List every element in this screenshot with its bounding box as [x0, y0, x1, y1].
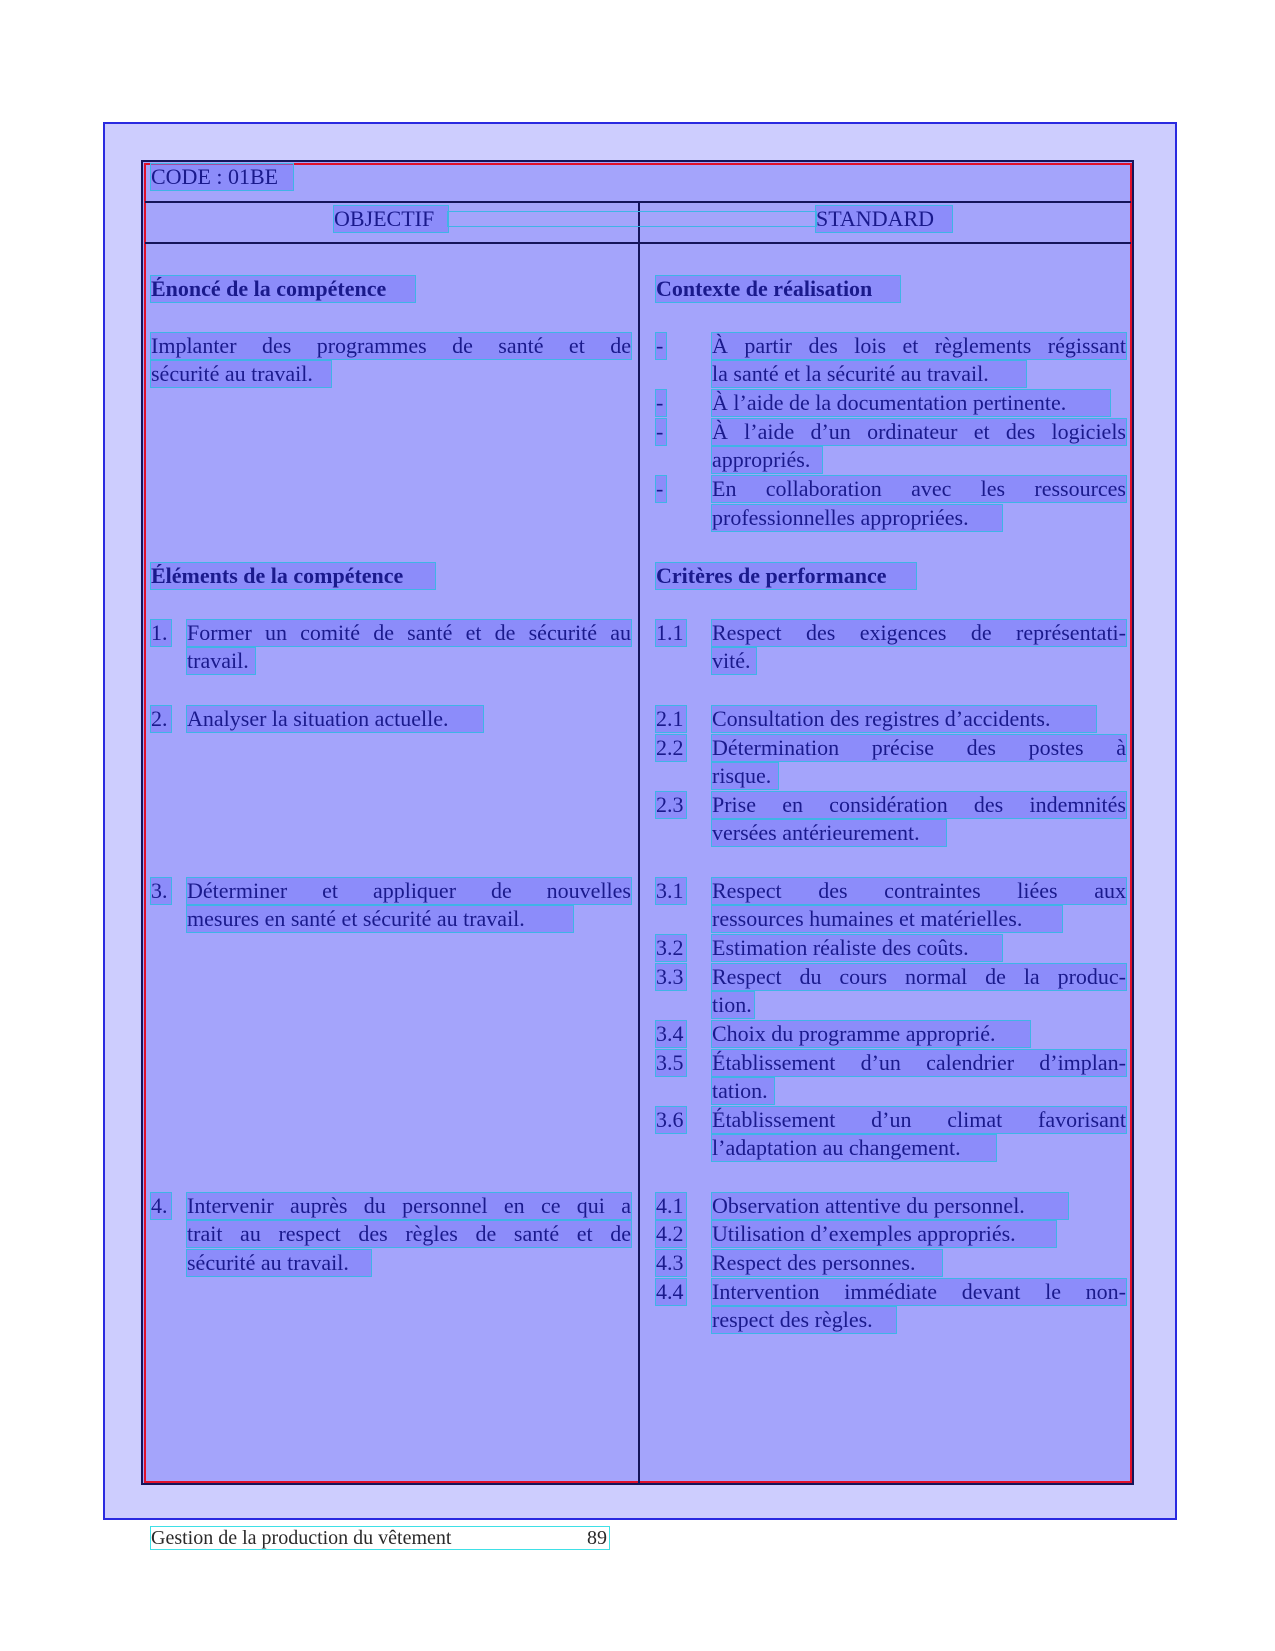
- element-line: Former un comité de santé et de sécurité au: [187, 620, 631, 645]
- critere-line: Prise en considération des indemnités: [712, 792, 1126, 817]
- enonce-line: Implanter des programmes de santé et de: [151, 333, 631, 358]
- bullet: -: [656, 333, 666, 359]
- critere-number: 4.4: [656, 1279, 686, 1305]
- bullet: -: [656, 419, 666, 445]
- element-line: Analyser la situation actuelle.: [187, 706, 483, 732]
- critere-line: Consultation des registres d’accidents.: [712, 706, 1096, 732]
- element-number: 4.: [151, 1193, 171, 1219]
- page-footer: [151, 1527, 609, 1549]
- critere-line: Respect des exigences de représentati-: [712, 620, 1126, 645]
- critere-number: 2.2: [656, 735, 686, 761]
- critere-number: 3.1: [656, 878, 686, 904]
- criteres-heading: Critères de performance: [656, 563, 916, 589]
- contexte-line: À l’aide d’un ordinateur et des logiciels: [712, 419, 1126, 444]
- element-number: 1.: [151, 620, 171, 646]
- critere-line: Choix du programme approprié.: [712, 1021, 1030, 1047]
- contexte-line: À partir des lois et règlements régissant: [712, 333, 1126, 358]
- element-line: Déterminer et appliquer de nouvelles: [187, 878, 631, 903]
- element-line: trait au respect des règles de santé et de: [187, 1221, 631, 1246]
- contexte-line: En collaboration avec les ressources: [712, 476, 1126, 501]
- critere-line: Respect du cours normal de la produc-: [712, 964, 1126, 989]
- bullet: -: [656, 476, 666, 502]
- code-label: CODE : 01BE: [151, 164, 293, 190]
- critere-line: Détermination précise des postes à: [712, 735, 1126, 760]
- critere-line: ressources humaines et matérielles.: [712, 906, 1062, 932]
- critere-number: 1.1: [656, 620, 686, 646]
- bullet: -: [656, 390, 666, 416]
- contexte-line: appropriés.: [712, 447, 822, 473]
- critere-number: 4.2: [656, 1221, 686, 1247]
- element-number: 3.: [151, 878, 171, 904]
- element-line: travail.: [187, 648, 255, 674]
- contexte-heading: Contexte de réalisation: [656, 276, 900, 302]
- critere-number: 3.3: [656, 964, 686, 990]
- contexte-line: professionnelles appropriées.: [712, 505, 1002, 531]
- critere-line: Respect des contraintes liées aux: [712, 878, 1126, 903]
- critere-line: Estimation réaliste des coûts.: [712, 935, 1002, 961]
- element-line: mesures en santé et sécurité au travail.: [187, 906, 573, 932]
- page-number: 89: [587, 1527, 607, 1549]
- contexte-line: À l’aide de la documentation pertinente.: [712, 390, 1110, 416]
- critere-line: Utilisation d’exemples appropriés.: [712, 1221, 1056, 1247]
- critere-number: 3.2: [656, 935, 686, 961]
- critere-number: 4.3: [656, 1250, 686, 1276]
- critere-line: vité.: [712, 648, 756, 674]
- enonce-line: sécurité au travail.: [151, 361, 331, 387]
- critere-line: risque.: [712, 763, 778, 789]
- critere-line: Établissement d’un calendrier d’implan-: [712, 1050, 1126, 1075]
- header-connector: [448, 212, 816, 226]
- contexte-line: la santé et la sécurité au travail.: [712, 361, 1026, 387]
- column-divider: [638, 203, 640, 1483]
- element-line: Intervenir auprès du personnel en ce qui a: [187, 1193, 631, 1218]
- critere-line: tation.: [712, 1078, 774, 1104]
- objectif-header: OBJECTIF: [334, 206, 448, 232]
- element-number: 2.: [151, 706, 171, 732]
- critere-number: 2.3: [656, 792, 686, 818]
- critere-line: l’adaptation au changement.: [712, 1135, 996, 1161]
- critere-line: tion.: [712, 992, 754, 1018]
- critere-line: Établissement d’un climat favorisant: [712, 1107, 1126, 1132]
- critere-number: 2.1: [656, 706, 686, 732]
- enonce-heading: Énoncé de la compétence: [151, 276, 415, 302]
- critere-line: Intervention immédiate devant le non-: [712, 1279, 1126, 1304]
- element-line: sécurité au travail.: [187, 1250, 371, 1276]
- footer-title: Gestion de la production du vêtement: [151, 1527, 452, 1549]
- elements-heading: Éléments de la compétence: [151, 563, 435, 589]
- critere-line: Observation attentive du personnel.: [712, 1193, 1068, 1219]
- critere-line: Respect des personnes.: [712, 1250, 942, 1276]
- critere-number: 4.1: [656, 1193, 686, 1219]
- standard-header: STANDARD: [816, 206, 952, 232]
- critere-line: versées antérieurement.: [712, 820, 946, 846]
- critere-number: 3.6: [656, 1107, 686, 1133]
- critere-number: 3.5: [656, 1050, 686, 1076]
- critere-line: respect des règles.: [712, 1307, 896, 1333]
- critere-number: 3.4: [656, 1021, 686, 1047]
